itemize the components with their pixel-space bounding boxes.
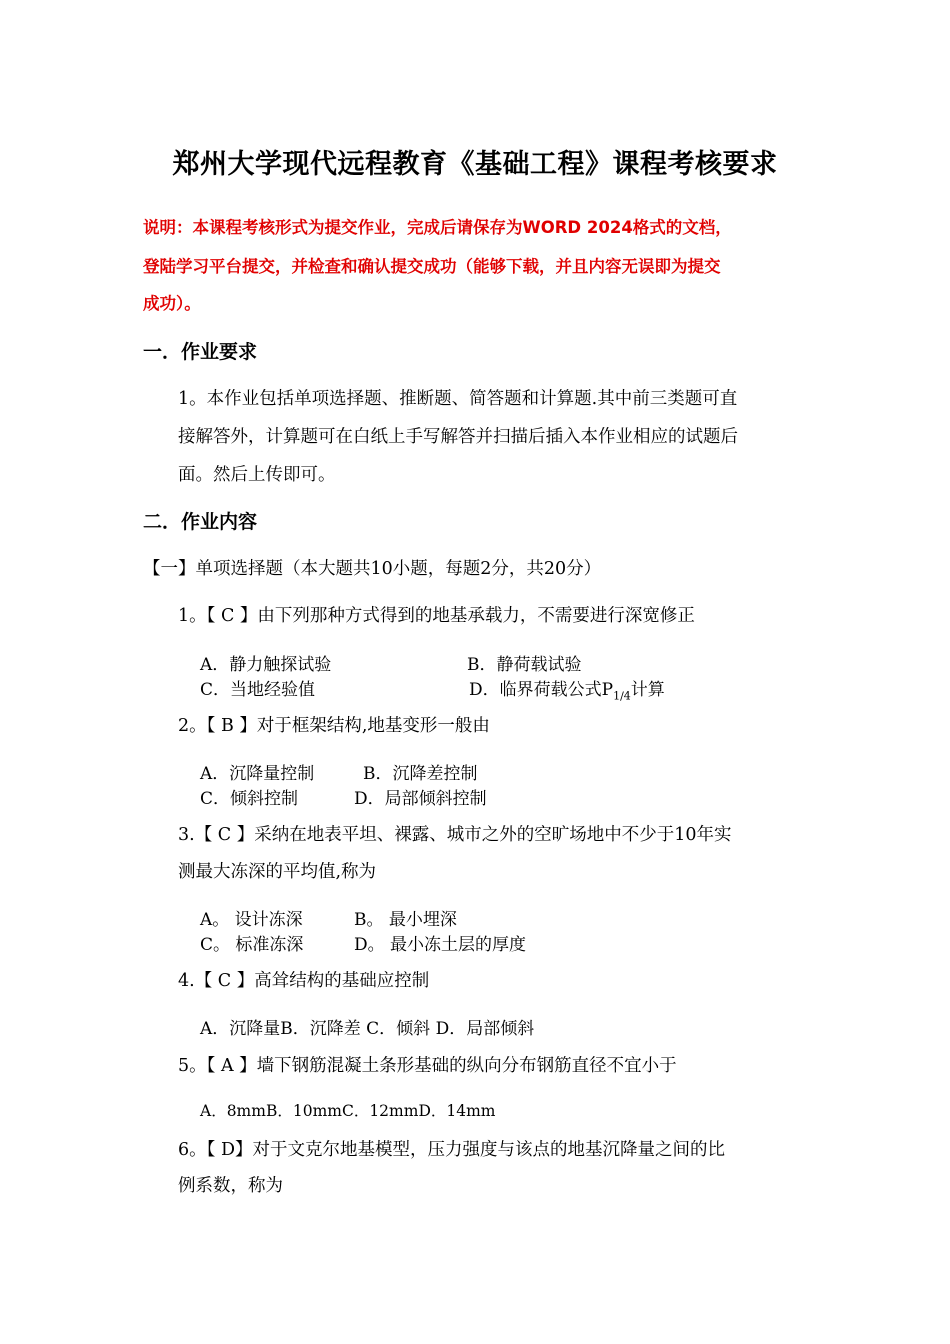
part-label-single-choice: 【一】单项选择题（本大题共10小题，每题2分，共20分）: [143, 559, 602, 579]
note-line-1: 说明：本课程考核形式为提交作业，完成后请保存为WORD 2024格式的文档，: [143, 218, 732, 237]
question-3-option-a: A。 设计冻深: [200, 910, 303, 930]
question-3-option-b: B。 最小埋深: [354, 910, 457, 930]
requirements-line-1: 1。本作业包括单项选择题、推断题、简答题和计算题.其中前三类题可直: [178, 389, 738, 409]
question-1-stem: 1。【 C 】由下列那种方式得到的地基承载力，不需要进行深宽修正: [178, 606, 695, 626]
question-3-stem-line-2: 测最大冻深的平均值,称为: [178, 862, 377, 882]
question-1-option-d: [469, 675, 665, 702]
question-2-option-d: D．局部倾斜控制: [354, 789, 487, 809]
note-line-3: 成功）。: [143, 294, 201, 313]
question-1-option-b: B．静荷载试验: [467, 655, 582, 675]
page-title: 郑州大学现代远程教育《基础工程》课程考核要求: [172, 149, 778, 180]
note-line-2: 登陆学习平台提交，并检查和确认提交成功（能够下载，并且内容无误即为提交: [143, 257, 721, 276]
question-5-options: A．8mmB．10mmC．12mmD．14mm: [200, 1102, 496, 1120]
question-6-stem-line-2: 例系数，称为: [178, 1176, 283, 1196]
section-heading-content: 二．作业内容: [143, 511, 258, 533]
question-6-stem-line-1: 6。【 D】对于文克尔地基模型，压力强度与该点的地基沉降量之间的比: [178, 1140, 725, 1160]
question-2-option-a: A．沉降量控制: [200, 764, 315, 784]
question-4-stem: 4.【 C 】高耸结构的基础应控制: [178, 971, 430, 991]
question-3-stem-line-1: 3.【 C 】采纳在地表平坦、裸露、城市之外的空旷场地中不少于10年实: [178, 825, 732, 845]
question-2-option-c: C．倾斜控制: [200, 789, 299, 809]
question-1-option-c: C．当地经验值: [200, 680, 316, 700]
question-3-option-d: D。 最小冻土层的厚度: [354, 935, 527, 955]
requirements-line-3: 面。然后上传即可。: [178, 465, 336, 485]
requirements-line-2: 接解答外，计算题可在白纸上手写解答并扫描后插入本作业相应的试题后: [178, 427, 738, 447]
question-5-stem: 5。【 A 】墙下钢筋混凝土条形基础的纵向分布钢筋直径不宜小于: [178, 1056, 677, 1076]
section-heading-requirements: 一．作业要求: [143, 341, 258, 363]
question-4-options: A．沉降量B．沉降差 C．倾斜 D．局部倾斜: [200, 1019, 535, 1039]
question-1-option-d-suffix: 计算: [630, 680, 665, 700]
question-1-option-a: A．静力触探试验: [200, 655, 332, 675]
question-3-option-c: C。 标准冻深: [200, 935, 304, 955]
question-2-option-b: B．沉降差控制: [363, 764, 478, 784]
question-1-option-d-text: D．临界荷载公式P: [469, 680, 614, 700]
question-1-option-d-subscript: 1/4: [613, 689, 631, 703]
question-2-stem: 2。【 B 】对于框架结构,地基变形一般由: [178, 716, 490, 736]
